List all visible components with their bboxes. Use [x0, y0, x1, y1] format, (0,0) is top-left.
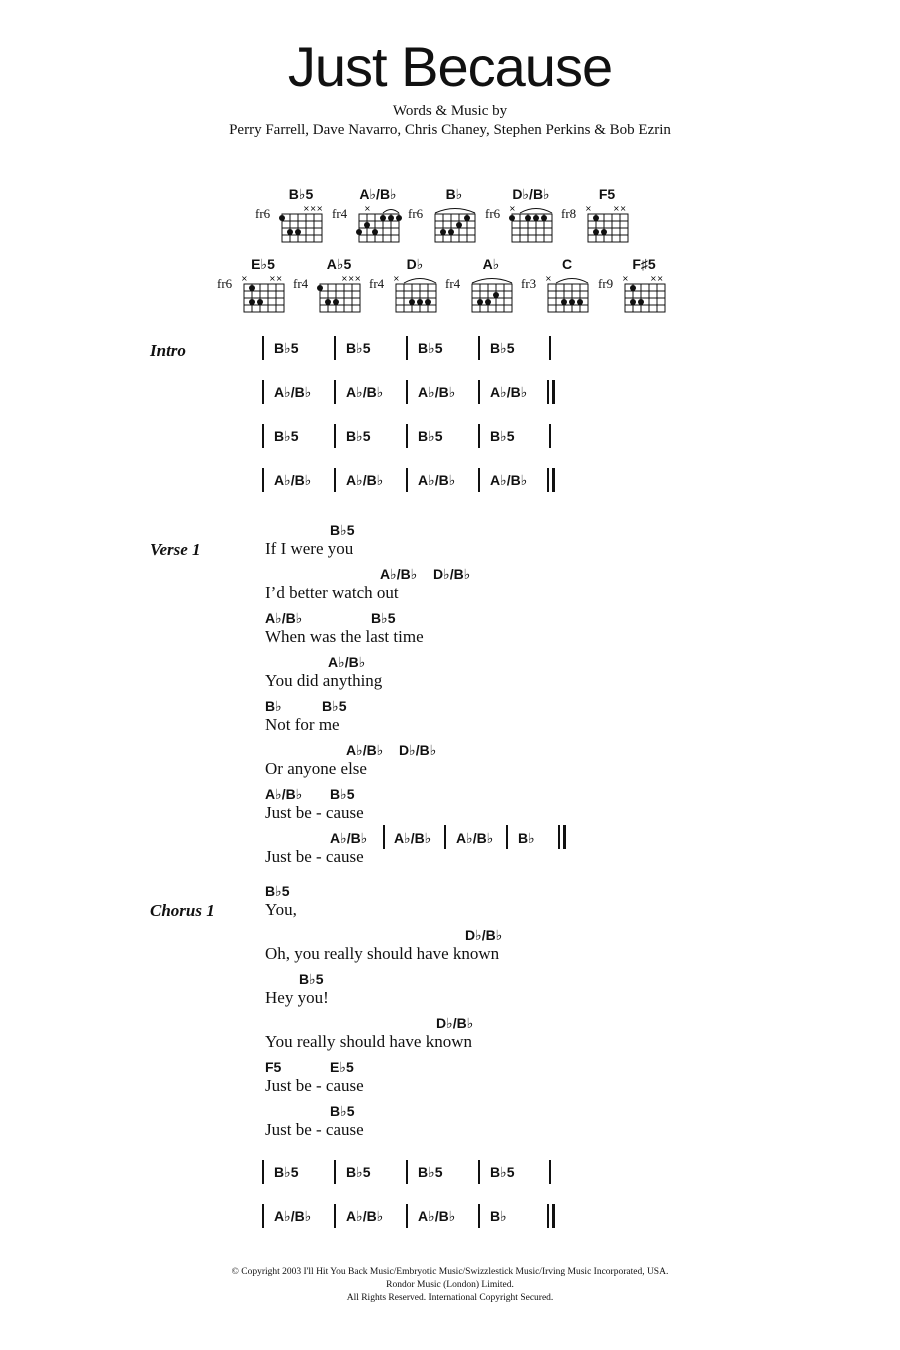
barline [383, 825, 385, 849]
song-title: Just Because [287, 35, 613, 98]
copyright-line-1: © Copyright 2003 I'll Hit You Back Music/Embryotic Music/Swizzlestick Music/Irving Music Incorporated, USA. [231, 1267, 669, 1277]
chord-diagram [561, 186, 655, 256]
chord: A♭/B♭ [265, 786, 303, 802]
chord: B♭5 [322, 698, 347, 714]
chord: D♭/B♭ [465, 927, 503, 943]
svg-text:×: × [585, 204, 592, 213]
chord: B♭5 [330, 1103, 355, 1119]
chord: D♭/B♭ [399, 742, 437, 758]
bar-chord: B♭5 [274, 428, 299, 444]
fret-label: fr4 [332, 206, 348, 221]
bar-chord: A♭/B♭ [490, 384, 528, 400]
fret-label: fr6 [485, 206, 501, 221]
bar-chord: A♭/B♭ [274, 1208, 312, 1224]
bar-chord: B♭5 [274, 1164, 299, 1180]
chord-grid-icon [622, 274, 668, 314]
chord: A♭/B♭ [346, 742, 384, 758]
lyric-line: Just be - cause [265, 847, 364, 866]
credits-label: Words & Music by [392, 103, 508, 119]
chord-diagram-name: D♭/B♭ [512, 186, 550, 202]
bar-chord: B♭5 [274, 340, 299, 356]
bar-chord: B♭5 [418, 428, 443, 444]
lyric-line: When was the last time [265, 627, 424, 646]
section-label-verse-1: Verse 1 [150, 540, 201, 559]
section-label-intro: Intro [150, 341, 186, 360]
chord: B♭ [265, 698, 282, 714]
bar-chord: B♭5 [418, 340, 443, 356]
chord-grid-icon [356, 204, 402, 244]
chord-diagram-name: A♭ [482, 256, 500, 272]
svg-text:×××: ××× [303, 204, 324, 213]
svg-text:××: ×× [650, 274, 664, 283]
chord: B♭ [518, 830, 535, 846]
svg-text:×: × [545, 274, 552, 283]
chord-grid-icon [509, 204, 555, 244]
chord: B♭5 [299, 971, 324, 987]
chord-diagram-name: F♯5 [632, 256, 656, 272]
fret-label: fr3 [521, 276, 537, 291]
fret-label: fr4 [293, 276, 309, 291]
lyric-line: You really should have known [265, 1032, 472, 1051]
lyric-line: Hey you! [265, 988, 329, 1007]
copyright-line-3: All Rights Reserved. International Copyright Secured. [346, 1293, 554, 1303]
chord: E♭5 [330, 1059, 354, 1075]
chord: D♭/B♭ [436, 1015, 474, 1031]
lyric-line: I’d better watch out [265, 583, 399, 602]
svg-text:×: × [509, 204, 516, 213]
bar-chord: B♭5 [490, 1164, 515, 1180]
bar-chord: A♭/B♭ [274, 384, 312, 400]
bar-chord: B♭5 [418, 1164, 443, 1180]
bar-chord: B♭5 [346, 1164, 371, 1180]
bar-chord: B♭5 [490, 340, 515, 356]
barline [563, 825, 566, 849]
bar-chord: A♭/B♭ [418, 384, 456, 400]
lyric-line: Just be - cause [265, 1120, 364, 1139]
chord-grid-icon [585, 204, 631, 244]
lyric-line: You did anything [265, 671, 383, 690]
chord-grid-icon [545, 274, 591, 314]
svg-text:×: × [622, 274, 629, 283]
svg-text:×××: ××× [341, 274, 362, 283]
chord-diagram-name: B♭5 [288, 186, 314, 202]
chord: B♭5 [330, 786, 355, 802]
lyric-line: Not for me [265, 715, 340, 734]
chord: B♭5 [371, 610, 396, 626]
chord-grid-icon [432, 204, 478, 244]
svg-text:×: × [364, 204, 371, 213]
svg-text:××: ×× [269, 274, 283, 283]
chord-grid-icon [469, 274, 515, 314]
bar-chord: A♭/B♭ [490, 472, 528, 488]
svg-text:××: ×× [613, 204, 627, 213]
chord-grid-icon [317, 274, 363, 314]
chord-diagram-name: D♭ [406, 256, 424, 272]
chord: A♭/B♭ [456, 830, 494, 846]
fret-label: fr6 [408, 206, 424, 221]
barline [558, 825, 560, 849]
bar-chord: A♭/B♭ [418, 472, 456, 488]
chord-grid-icon [241, 274, 287, 314]
bar-chord: A♭/B♭ [346, 384, 384, 400]
barline [444, 825, 446, 849]
lyric-line: You, [265, 900, 297, 919]
chord-diagram-name: A♭5 [326, 256, 352, 272]
chord: A♭/B♭ [394, 830, 432, 846]
chord-grid-icon [279, 204, 325, 244]
svg-text:×: × [241, 274, 248, 283]
chord: A♭/B♭ [265, 610, 303, 626]
chord: A♭/B♭ [330, 830, 368, 846]
chord-diagram [598, 256, 692, 326]
chord: B♭5 [330, 522, 355, 538]
bar-chord: B♭ [490, 1208, 507, 1224]
lyric-line: Just be - cause [265, 803, 364, 822]
chord-diagram-name: E♭5 [251, 256, 275, 272]
copyright-line-2: Rondor Music (London) Limited. [386, 1280, 514, 1290]
fret-label: fr8 [561, 206, 577, 221]
chord-diagram-name: A♭/B♭ [359, 186, 397, 202]
fret-label: fr9 [598, 276, 614, 291]
bar-chord: A♭/B♭ [346, 472, 384, 488]
chord: A♭/B♭ [328, 654, 366, 670]
bar-chord: A♭/B♭ [274, 472, 312, 488]
fret-label: fr6 [217, 276, 233, 291]
lyric-line: Or anyone else [265, 759, 367, 778]
lyric-line: Oh, you really should have known [265, 944, 500, 963]
fret-label: fr4 [369, 276, 385, 291]
chord-diagram-name: B♭ [445, 186, 463, 202]
lyric-line: Just be - cause [265, 1076, 364, 1095]
chord-diagram-name: F5 [598, 186, 616, 202]
chord: B♭5 [265, 883, 290, 899]
chord-grid-icon [393, 274, 439, 314]
chord-diagram-name: C [561, 256, 573, 272]
bar-chord: B♭5 [346, 340, 371, 356]
chord: D♭/B♭ [433, 566, 471, 582]
section-label-chorus-1: Chorus 1 [150, 901, 215, 920]
svg-text:×: × [393, 274, 400, 283]
lyric-line: If I were you [265, 539, 354, 558]
bar-chord: B♭5 [490, 428, 515, 444]
bar-chord: B♭5 [346, 428, 371, 444]
chord: F5 [265, 1059, 282, 1075]
chord: A♭/B♭ [380, 566, 418, 582]
barline [506, 825, 508, 849]
bar-chord: A♭/B♭ [346, 1208, 384, 1224]
fret-label: fr4 [445, 276, 461, 291]
fret-label: fr6 [255, 206, 271, 221]
credits-names: Perry Farrell, Dave Navarro, Chris Chaney, Stephen Perkins & Bob Ezrin [229, 122, 671, 138]
bar-chord: A♭/B♭ [418, 1208, 456, 1224]
